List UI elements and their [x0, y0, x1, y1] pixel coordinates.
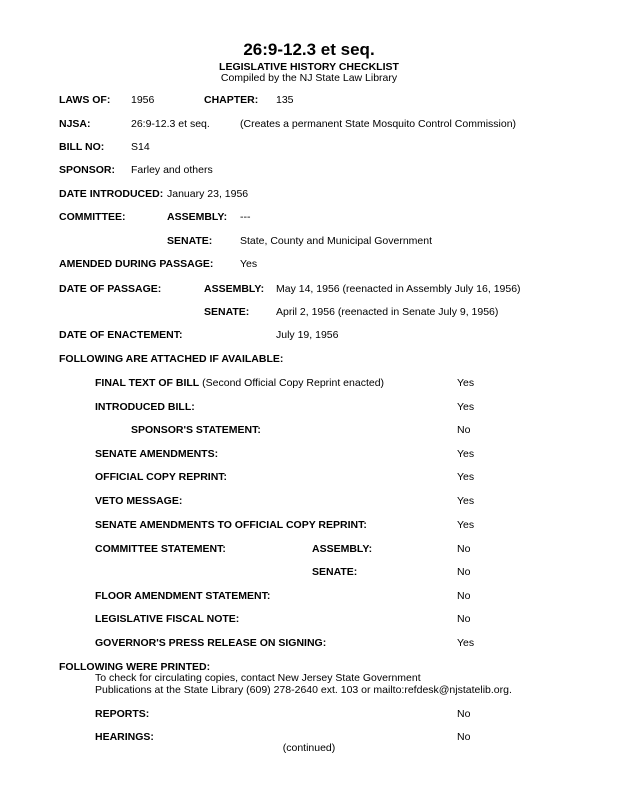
- fiscal-note-label: LEGISLATIVE FISCAL NOTE:: [95, 613, 240, 625]
- enactment-value: July 19, 1956: [276, 329, 339, 341]
- date-introduced-label: DATE INTRODUCED:: [59, 188, 164, 200]
- governor-release-label: GOVERNOR'S PRESS RELEASE ON SIGNING:: [95, 637, 327, 649]
- chapter-value: 135: [276, 94, 294, 106]
- passage-label: DATE OF PASSAGE:: [59, 283, 162, 295]
- senate-amend-ocr-value: Yes: [457, 519, 475, 531]
- senate-amendments-value: Yes: [457, 448, 475, 460]
- final-text-note: (Second Official Copy Reprint enacted): [202, 377, 385, 389]
- printed-note-line2: Publications at the State Library (609) 278-2640 ext. 103 or mailto:refdesk@njstatelib.org.: [95, 684, 512, 696]
- committee-statement-label: COMMITTEE STATEMENT:: [95, 543, 226, 555]
- passage-assembly-label: ASSEMBLY:: [204, 283, 265, 295]
- date-introduced-value: January 23, 1956: [167, 188, 249, 200]
- veto-message-value: Yes: [457, 495, 475, 507]
- introduced-label: INTRODUCED BILL:: [95, 401, 195, 413]
- committee-senate-label: SENATE:: [167, 235, 213, 247]
- committee-label: COMMITTEE:: [59, 211, 126, 223]
- official-copy-reprint-value: Yes: [457, 471, 475, 483]
- cs-senate-label: SENATE:: [312, 566, 358, 578]
- amended-value: Yes: [240, 258, 258, 270]
- passage-senate-value: April 2, 1956 (reenacted in Senate July 9, 1956): [276, 306, 499, 318]
- bill-no-value: S14: [131, 141, 150, 153]
- printed-heading: FOLLOWING WERE PRINTED:: [59, 661, 211, 673]
- governor-release-value: Yes: [457, 637, 475, 649]
- committee-senate-value: State, County and Municipal Government: [240, 235, 433, 247]
- cs-assembly-value: No: [457, 543, 471, 555]
- laws-of-value: 1956: [131, 94, 155, 106]
- floor-amendment-label: FLOOR AMENDMENT STATEMENT:: [95, 590, 271, 602]
- checklist-subtitle: LEGISLATIVE HISTORY CHECKLIST: [219, 61, 399, 73]
- bill-no-label: BILL NO:: [59, 141, 105, 153]
- senate-amend-ocr-label: SENATE AMENDMENTS TO OFFICIAL COPY REPRINT:: [95, 519, 367, 531]
- continued-note: (continued): [282, 742, 336, 754]
- page-title: 26:9-12.3 et seq.: [243, 40, 375, 59]
- passage-assembly-value: May 14, 1956 (reenacted in Assembly July 16, 1956): [276, 283, 521, 295]
- official-copy-reprint-label: OFFICIAL COPY REPRINT:: [95, 471, 228, 483]
- chapter-label: CHAPTER:: [204, 94, 259, 106]
- attached-heading: FOLLOWING ARE ATTACHED IF AVAILABLE:: [59, 353, 284, 365]
- njsa-label: NJSA:: [59, 118, 91, 130]
- sponsor-statement-value: No: [457, 424, 471, 436]
- passage-senate-label: SENATE:: [204, 306, 250, 318]
- laws-of-label: LAWS OF:: [59, 94, 111, 106]
- njsa-value: 26:9-12.3 et seq.: [131, 118, 210, 130]
- compiled-by: Compiled by the NJ State Law Library: [220, 72, 398, 84]
- sponsor-statement-label: SPONSOR'S STATEMENT:: [131, 424, 261, 436]
- introduced-value: Yes: [457, 401, 475, 413]
- printed-note-line1: To check for circulating copies, contact New Jersey State Government: [95, 672, 421, 684]
- committee-assembly-label: ASSEMBLY:: [167, 211, 228, 223]
- reports-value: No: [457, 708, 471, 720]
- final-text-row: [95, 377, 384, 389]
- committee-assembly-value: ---: [240, 211, 251, 223]
- floor-amendment-value: No: [457, 590, 471, 602]
- senate-amendments-label: SENATE AMENDMENTS:: [95, 448, 219, 460]
- sponsor-label: SPONSOR:: [59, 164, 116, 176]
- amended-label: AMENDED DURING PASSAGE:: [59, 258, 214, 270]
- reports-label: REPORTS:: [95, 708, 150, 720]
- cs-assembly-label: ASSEMBLY:: [312, 543, 373, 555]
- njsa-note: (Creates a permanent State Mosquito Control Commission): [240, 118, 517, 130]
- enactment-label: DATE OF ENACTEMENT:: [59, 329, 183, 341]
- sponsor-value: Farley and others: [131, 164, 213, 176]
- final-text-label: FINAL TEXT OF BILL: [95, 377, 200, 389]
- fiscal-note-value: No: [457, 613, 471, 625]
- final-text-value: Yes: [457, 377, 475, 389]
- cs-senate-value: No: [457, 566, 471, 578]
- hearings-label: HEARINGS:: [95, 731, 154, 743]
- hearings-value: No: [457, 731, 471, 743]
- veto-message-label: VETO MESSAGE:: [95, 495, 183, 507]
